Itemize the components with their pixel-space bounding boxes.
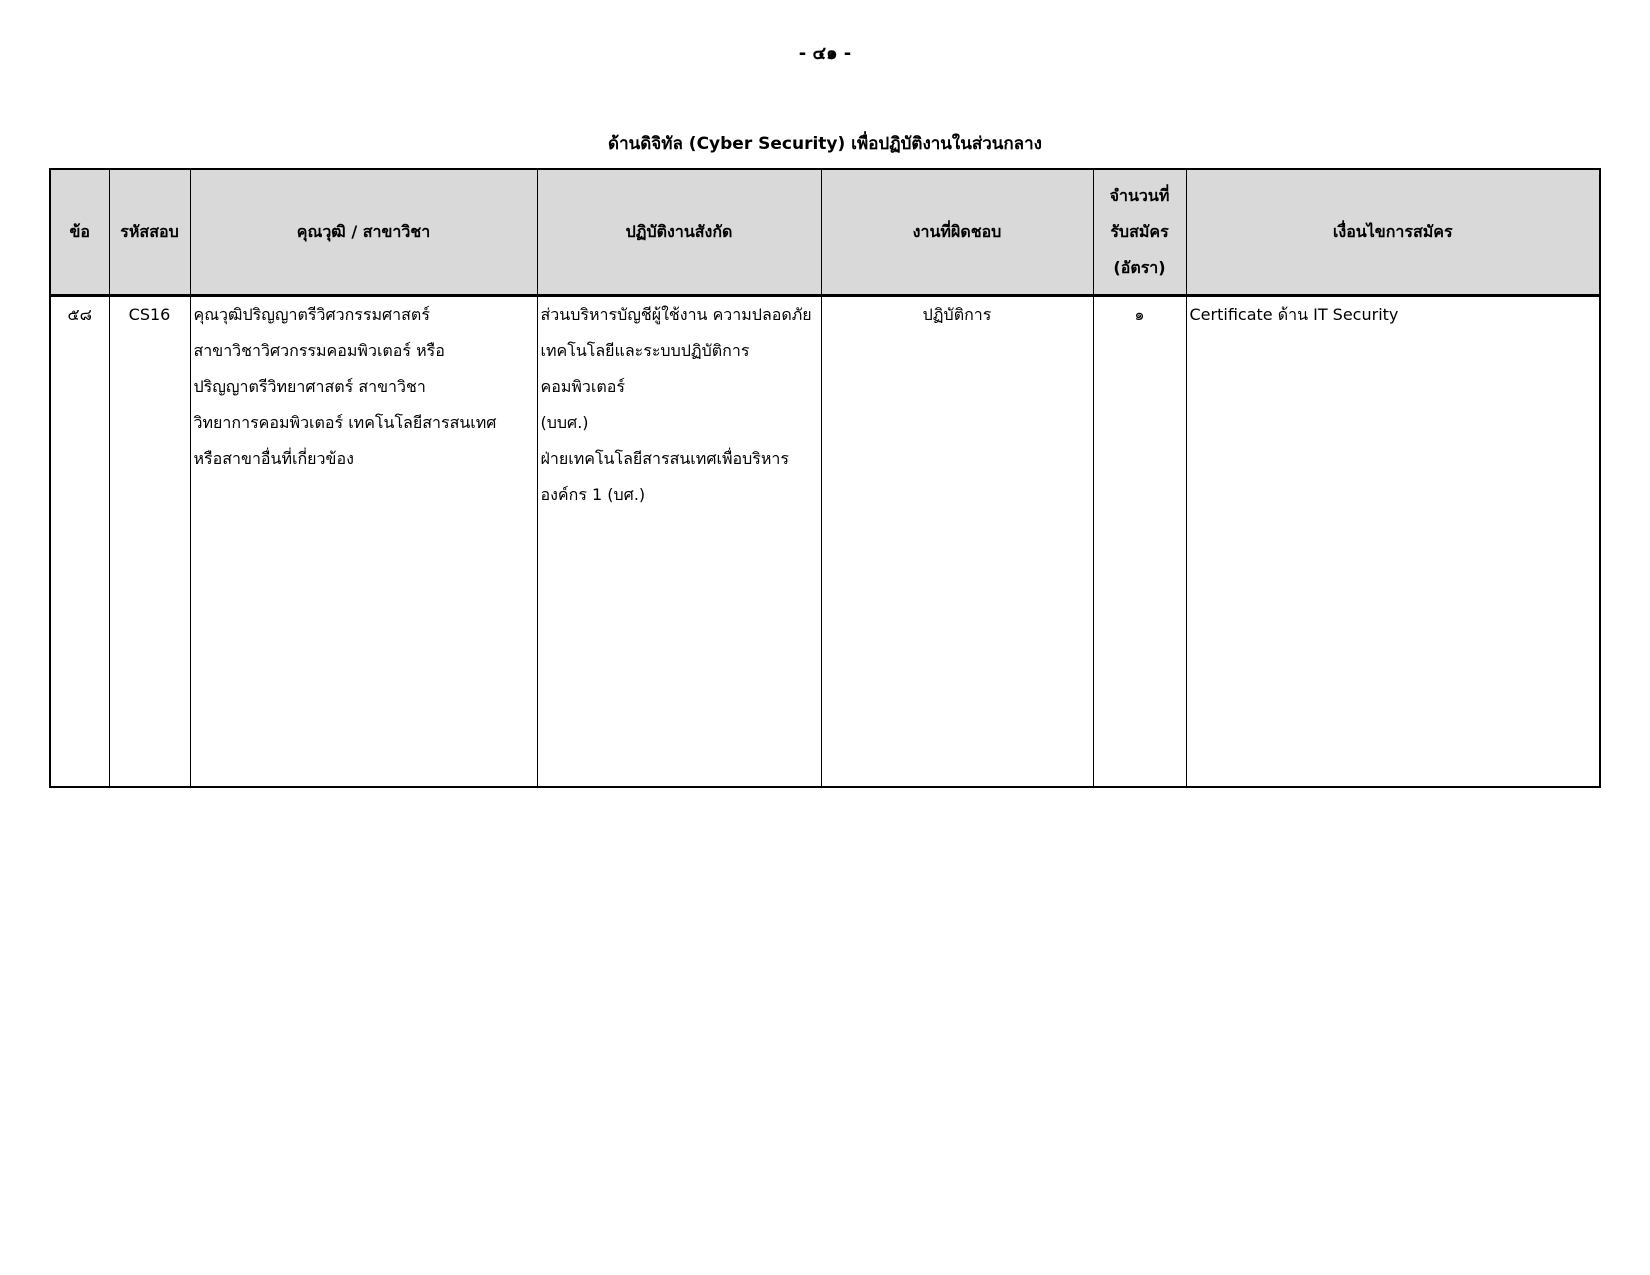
header-qualification: คุณวุฒิ / สาขาวิชา — [190, 169, 537, 296]
table-body — [50, 296, 1600, 788]
header-row — [50, 169, 1600, 296]
cell-code: CS16 — [109, 296, 190, 788]
header-no: ข้อ — [50, 169, 109, 296]
table-row — [50, 296, 1600, 788]
cell-qualification: คุณวุฒิปริญญาตรีวิศวกรรมศาสตร์ สาขาวิชาวิศวกรรมคอมพิวเตอร์ หรือ ปริญญาตรีวิทยาศาสตร์ สาขาวิชา วิทยาการคอมพิวเตอร์ เทคโนโลยีสารสนเทศ หรือสาขาอื่นที่เกี่ยวข้อง — [190, 296, 537, 788]
header-positions: จำนวนที่ รับสมัคร (อัตรา) — [1093, 169, 1186, 296]
header-duty: งานที่ผิดชอบ — [821, 169, 1093, 296]
page-number: - ๔๑ - — [798, 43, 852, 64]
table-header — [50, 169, 1600, 296]
cell-conditions: Certificate ด้าน IT Security — [1186, 296, 1600, 788]
header-code: รหัสสอบ — [109, 169, 190, 296]
table-title: ด้านดิจิทัล (Cyber Security) เพื่อปฏิบัติงานในส่วนกลาง — [608, 134, 1042, 154]
cell-positions: ๑ — [1093, 296, 1186, 788]
header-department: ปฏิบัติงานสังกัด — [537, 169, 821, 296]
cell-no: ๕๘ — [50, 296, 109, 788]
position-table — [49, 168, 1601, 788]
cell-duty: ปฏิบัติการ — [821, 296, 1093, 788]
header-conditions: เงื่อนไขการสมัคร — [1186, 169, 1600, 296]
cell-department: ส่วนบริหารบัญชีผู้ใช้งาน ความปลอดภัย เทคโนโลยีและระบบปฏิบัติการ คอมพิวเตอร์ (บบศ.) ฝ่ายเทคโนโลยีสารสนเทศเพื่อบริหาร องค์กร 1 (บศ.) — [537, 296, 821, 788]
